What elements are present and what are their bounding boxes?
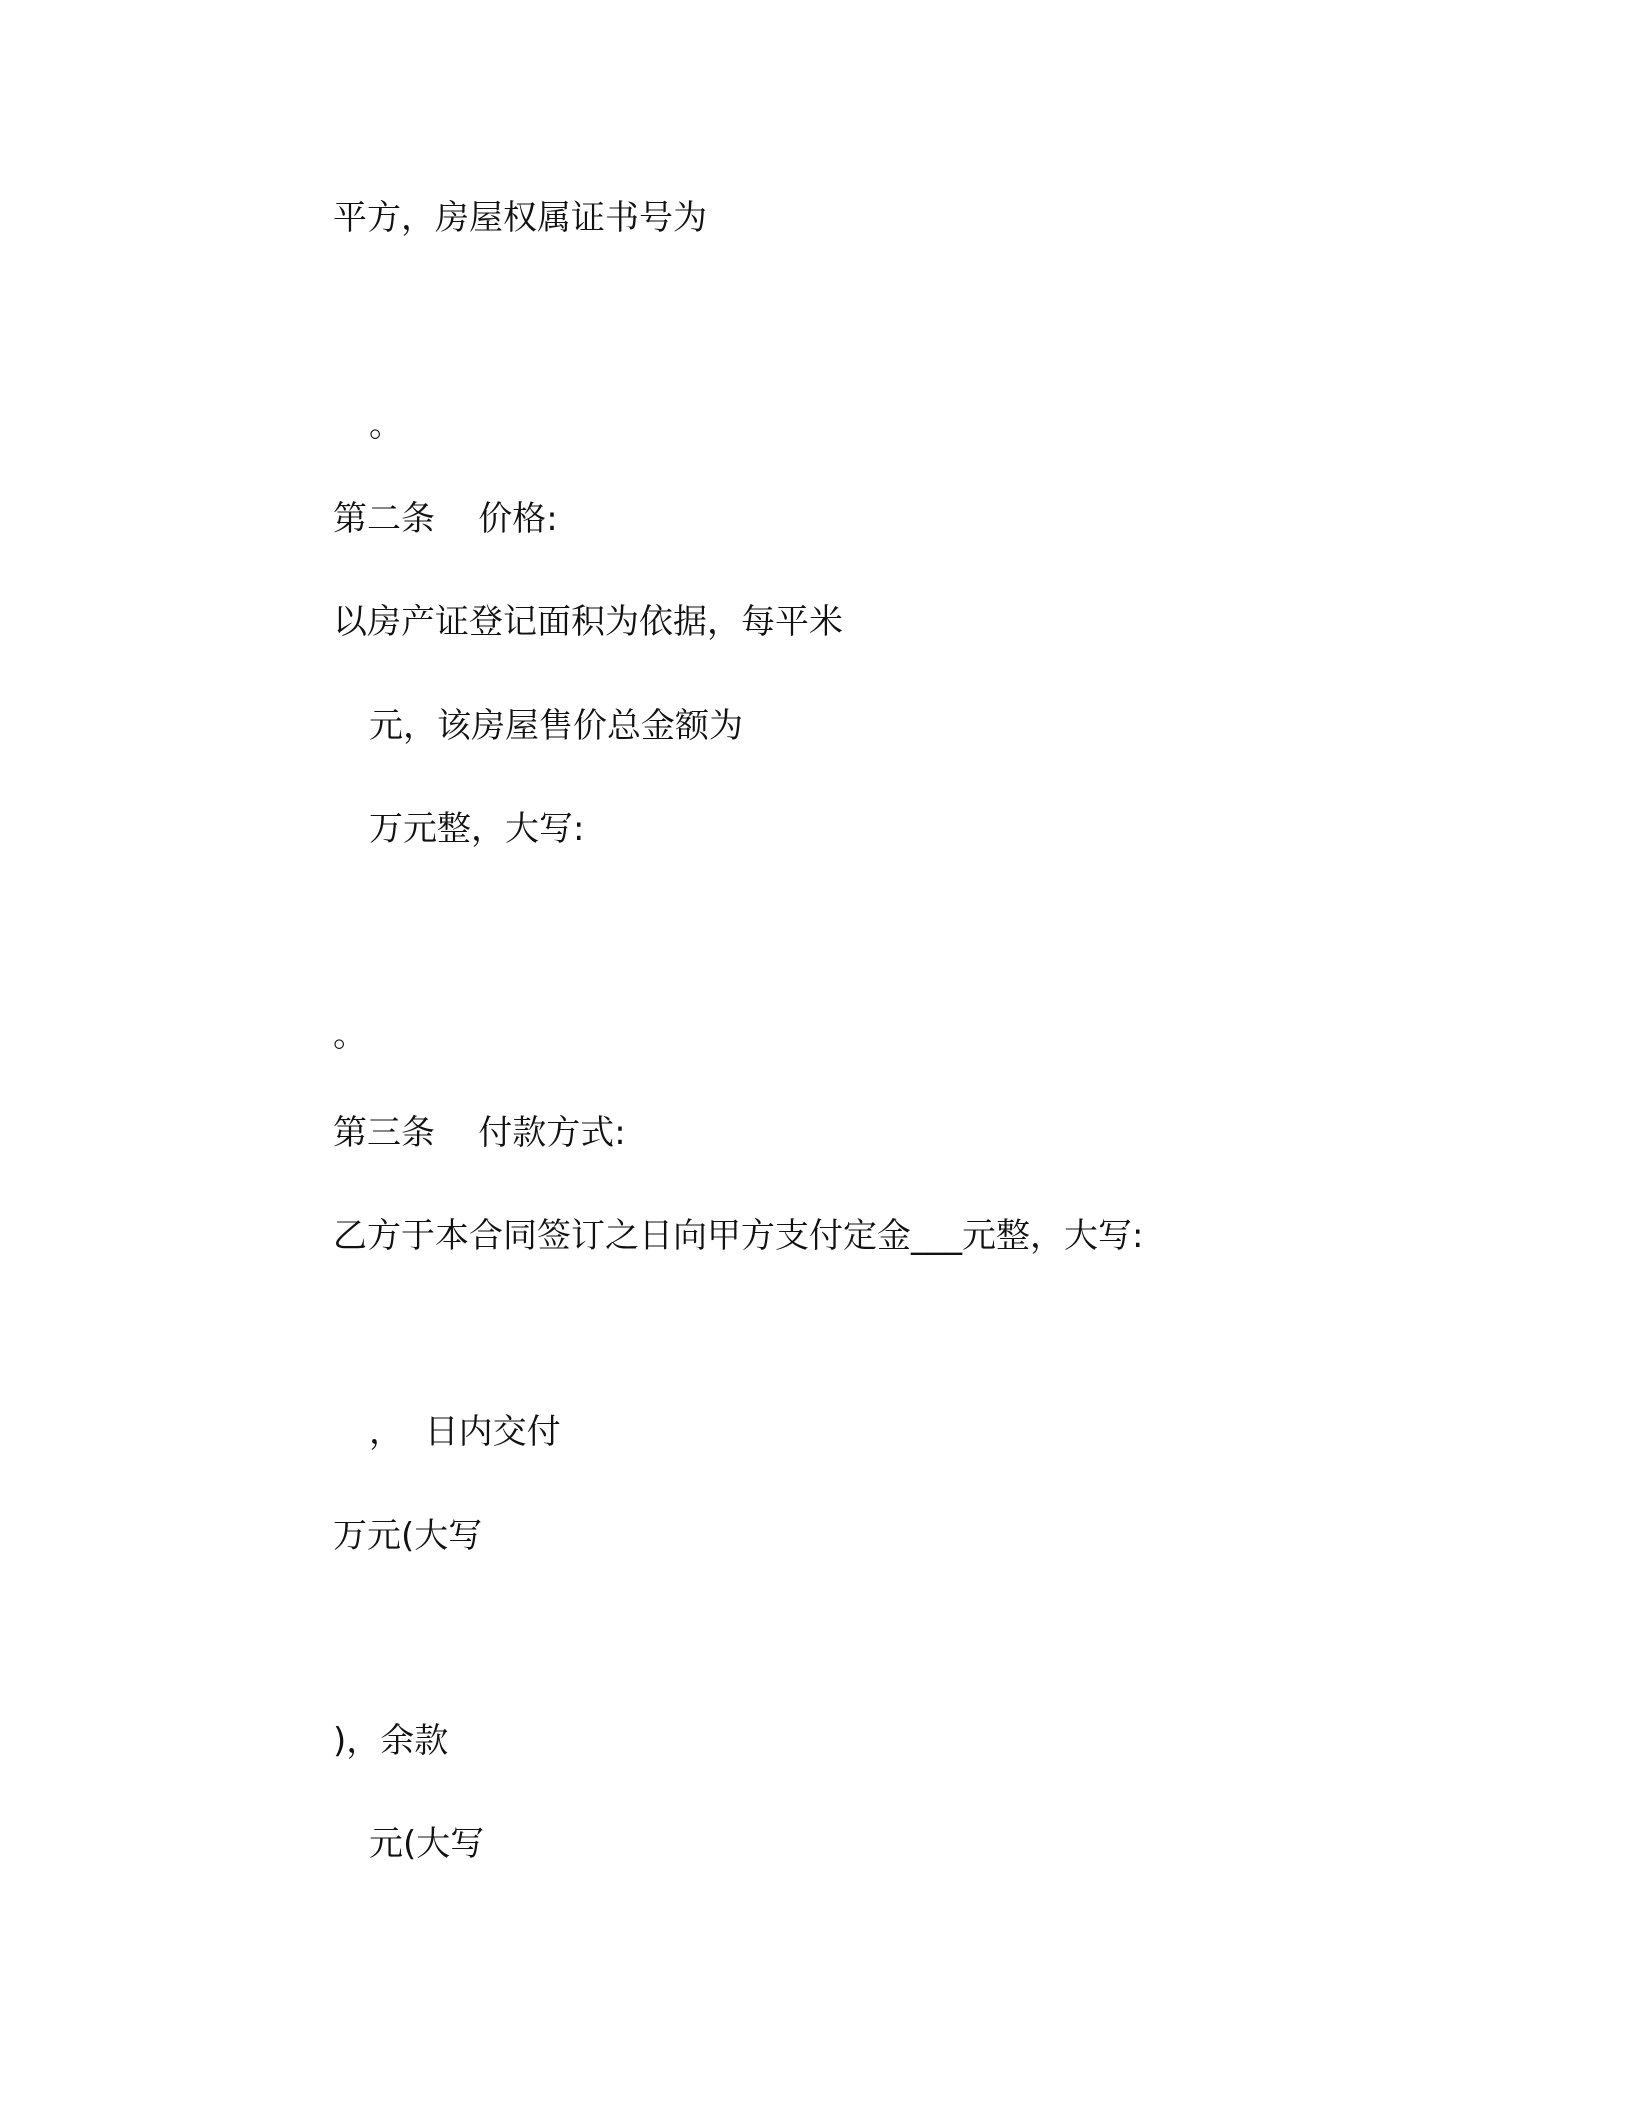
deposit-line: 乙方于本合同签订之日向甲方支付定金___元整，大写: [333,1216,1144,1256]
amount-in-words-line: 万元整，大写: [369,809,585,849]
article-3-heading: 第三条 付款方式: [333,1113,626,1153]
balance-line: )，余款 [333,1721,449,1761]
article-2-heading: 第二条 价格: [333,499,558,539]
area-certificate-line: 平方，房屋权属证书号为 [333,198,707,238]
installment-words-line: 万元(大写 [333,1516,483,1556]
total-price-line: 元，该房屋售价总金额为 [369,706,743,746]
delivery-days-line: ， 日内交付 [369,1412,561,1452]
price-basis-line: 以房产证登记面积为依据，每平米 [333,602,843,642]
period-line: 。 [369,405,403,445]
balance-words-line: 元(大写 [369,1824,485,1864]
period-line-2: 。 [333,1015,367,1055]
